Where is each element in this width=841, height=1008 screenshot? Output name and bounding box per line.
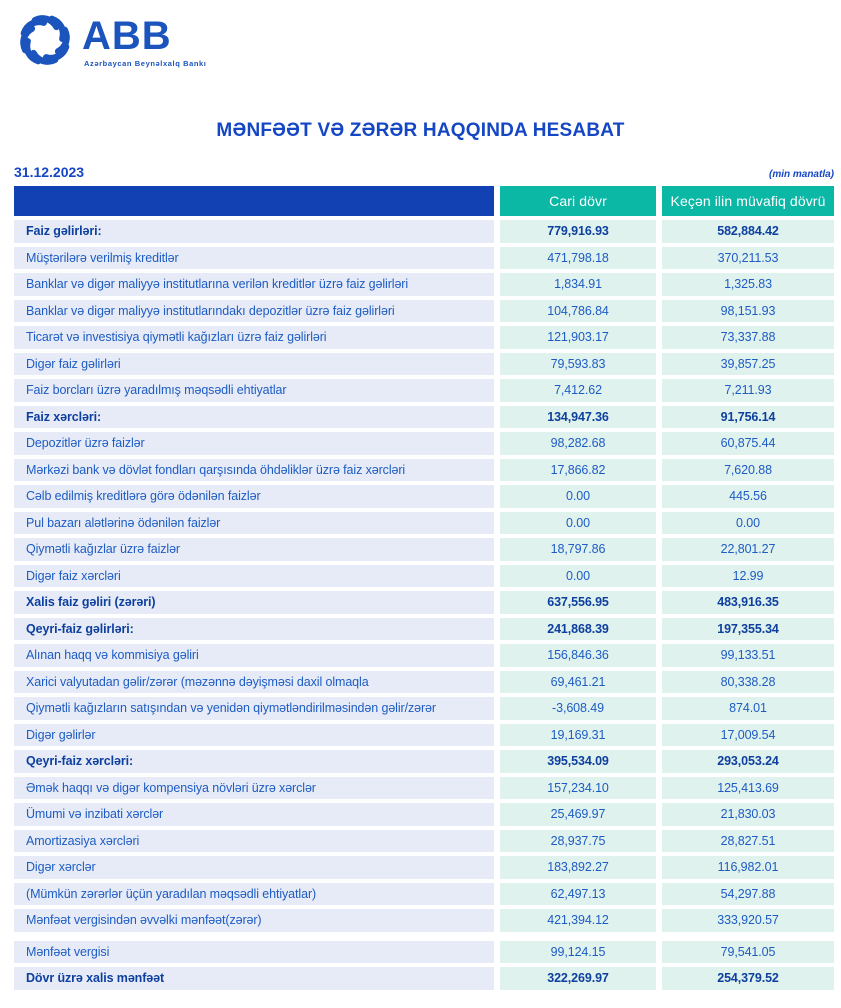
row-label: Digər xərclər [14,856,494,879]
row-label: Əmək haqqı və digər kompensiya növləri üzrə xərclər [14,777,494,800]
table-row [14,671,834,694]
table-header-row [14,186,834,216]
table-body [14,220,834,990]
table-row [14,459,834,482]
row-value-previous: 98,151.93 [662,300,834,323]
row-value-previous: 99,133.51 [662,644,834,667]
row-value-current: 25,469.97 [500,803,656,826]
row-value-current: 471,798.18 [500,247,656,270]
row-value-current: 183,892.27 [500,856,656,879]
row-value-previous: 333,920.57 [662,909,834,932]
row-label: Dövr üzrə xalis mənfəət [14,967,494,990]
row-value-current: 156,846.36 [500,644,656,667]
row-value-previous: 125,413.69 [662,777,834,800]
row-label: Mərkəzi bank və dövlət fondları qarşısında öhdəliklər üzrə faiz xərcləri [14,459,494,482]
row-label: Qeyri-faiz gəlirləri: [14,618,494,641]
row-label: Qeyri-faiz xərcləri: [14,750,494,773]
row-value-previous: 60,875.44 [662,432,834,455]
row-label: Mənfəət vergisindən əvvəlki mənfəət(zərər) [14,909,494,932]
table-row [14,803,834,826]
row-label: Qiymətli kağızlar üzrə faizlər [14,538,494,561]
row-label: Müştərilərə verilmiş kreditlər [14,247,494,270]
row-label: Faiz borcları üzrə yaradılmış məqsədli ehtiyatlar [14,379,494,402]
row-value-current: 121,903.17 [500,326,656,349]
row-value-previous: 80,338.28 [662,671,834,694]
row-value-current: 0.00 [500,485,656,508]
row-label: Faiz xərcləri: [14,406,494,429]
row-value-previous: 21,830.03 [662,803,834,826]
row-value-current: 7,412.62 [500,379,656,402]
row-value-current: 157,234.10 [500,777,656,800]
page-title: MƏNFƏƏT VƏ ZƏRƏR HAQQINDA HESABAT [216,120,625,141]
row-label: (Mümkün zərərlər üçün yaradılan məqsədli ehtiyatlar) [14,883,494,906]
table-row [14,512,834,535]
row-value-current: 637,556.95 [500,591,656,614]
table-row [14,777,834,800]
row-label: Banklar və digər maliyyə institutlarındakı depozitlər üzrə faiz gəlirləri [14,300,494,323]
table-row [14,967,834,990]
row-value-previous: 79,541.05 [662,941,834,964]
row-value-previous: 293,053.24 [662,750,834,773]
row-label: Ümumi və inzibati xərclər [14,803,494,826]
table-row [14,353,834,376]
table-row [14,326,834,349]
row-value-current: 98,282.68 [500,432,656,455]
row-label: Mənfəət vergisi [14,941,494,964]
row-label: Depozitlər üzrə faizlər [14,432,494,455]
row-value-current: 322,269.97 [500,967,656,990]
row-value-current: 99,124.15 [500,941,656,964]
row-value-previous: 370,211.53 [662,247,834,270]
row-value-previous: 445.56 [662,485,834,508]
table-row [14,485,834,508]
row-value-current: 1,834.91 [500,273,656,296]
table-row [14,538,834,561]
table-row [14,697,834,720]
row-value-current: 0.00 [500,565,656,588]
unit-note: (min manatla) [768,169,834,180]
row-value-current: 19,169.31 [500,724,656,747]
row-value-previous: 54,297.88 [662,883,834,906]
row-value-current: 28,937.75 [500,830,656,853]
row-value-current: 395,534.09 [500,750,656,773]
bank-logo [0,0,841,80]
table-row [14,618,834,641]
report-date: 31.12.2023 [14,164,85,180]
row-label: Cəlb edilmiş kreditlərə görə ödənilən faizlər [14,485,494,508]
row-value-previous: 1,325.83 [662,273,834,296]
row-value-previous: 116,982.01 [662,856,834,879]
row-label: Digər faiz gəlirləri [14,353,494,376]
table-row [14,247,834,270]
table-row [14,273,834,296]
table-row [14,644,834,667]
row-label: Faiz gəlirləri: [14,220,494,243]
abb-swirl-icon [14,8,76,72]
row-value-current: 241,868.39 [500,618,656,641]
row-value-current: 134,947.36 [500,406,656,429]
row-value-previous: 582,884.42 [662,220,834,243]
row-value-previous: 483,916.35 [662,591,834,614]
row-value-previous: 17,009.54 [662,724,834,747]
row-label: Xalis faiz gəliri (zərəri) [14,591,494,614]
row-value-current: 18,797.86 [500,538,656,561]
row-value-current: 779,916.93 [500,220,656,243]
brand-tagline: Azərbaycan Beynəlxalq Bankı [84,59,207,68]
table-row [14,883,834,906]
row-value-current: 79,593.83 [500,353,656,376]
table-header-corner [14,186,494,216]
table-row [14,591,834,614]
table-row [14,830,834,853]
column-header-current: Cari dövr [500,186,656,216]
row-value-previous: 874.01 [662,697,834,720]
table-row [14,856,834,879]
row-value-current: -3,608.49 [500,697,656,720]
row-value-current: 17,866.82 [500,459,656,482]
table-row [14,909,834,932]
table-row [14,750,834,773]
row-label: Digər gəlirlər [14,724,494,747]
row-value-current: 421,394.12 [500,909,656,932]
table-row [14,724,834,747]
row-value-previous: 22,801.27 [662,538,834,561]
table-row [14,379,834,402]
row-label: Amortizasiya xərcləri [14,830,494,853]
row-label: Banklar və digər maliyyə institutlarına verilən kreditlər üzrə faiz gəlirləri [14,273,494,296]
row-value-previous: 39,857.25 [662,353,834,376]
profit-loss-table [14,186,834,990]
table-row [14,220,834,243]
row-label: Xarici valyutadan gəlir/zərər (məzənnə dəyişməsi daxil olmaqla [14,671,494,694]
row-value-previous: 91,756.14 [662,406,834,429]
row-value-current: 62,497.13 [500,883,656,906]
brand-name: ABB [82,14,172,58]
row-value-previous: 0.00 [662,512,834,535]
row-value-previous: 7,211.93 [662,379,834,402]
row-label: Pul bazarı alətlərinə ödənilən faizlər [14,512,494,535]
row-value-previous: 73,337.88 [662,326,834,349]
table-row [14,432,834,455]
row-value-previous: 197,355.34 [662,618,834,641]
table-row [14,941,834,964]
column-header-previous: Keçən ilin müvafiq dövrü [662,186,834,216]
row-value-previous: 254,379.52 [662,967,834,990]
row-label: Ticarət və investisiya qiymətli kağızları üzrə faiz gəlirləri [14,326,494,349]
row-value-current: 104,786.84 [500,300,656,323]
row-label: Alınan haqq və kommisiya gəliri [14,644,494,667]
meta-row [14,164,834,180]
row-value-current: 0.00 [500,512,656,535]
row-value-previous: 7,620.88 [662,459,834,482]
table-row [14,406,834,429]
table-row [14,565,834,588]
row-value-previous: 12.99 [662,565,834,588]
row-value-current: 69,461.21 [500,671,656,694]
logo-text-block [82,8,207,68]
table-row [14,300,834,323]
row-value-previous: 28,827.51 [662,830,834,853]
row-label: Qiymətli kağızların satışından və yenidən qiymətləndirilməsindən gəlir/zərər [14,697,494,720]
row-label: Digər faiz xərcləri [14,565,494,588]
